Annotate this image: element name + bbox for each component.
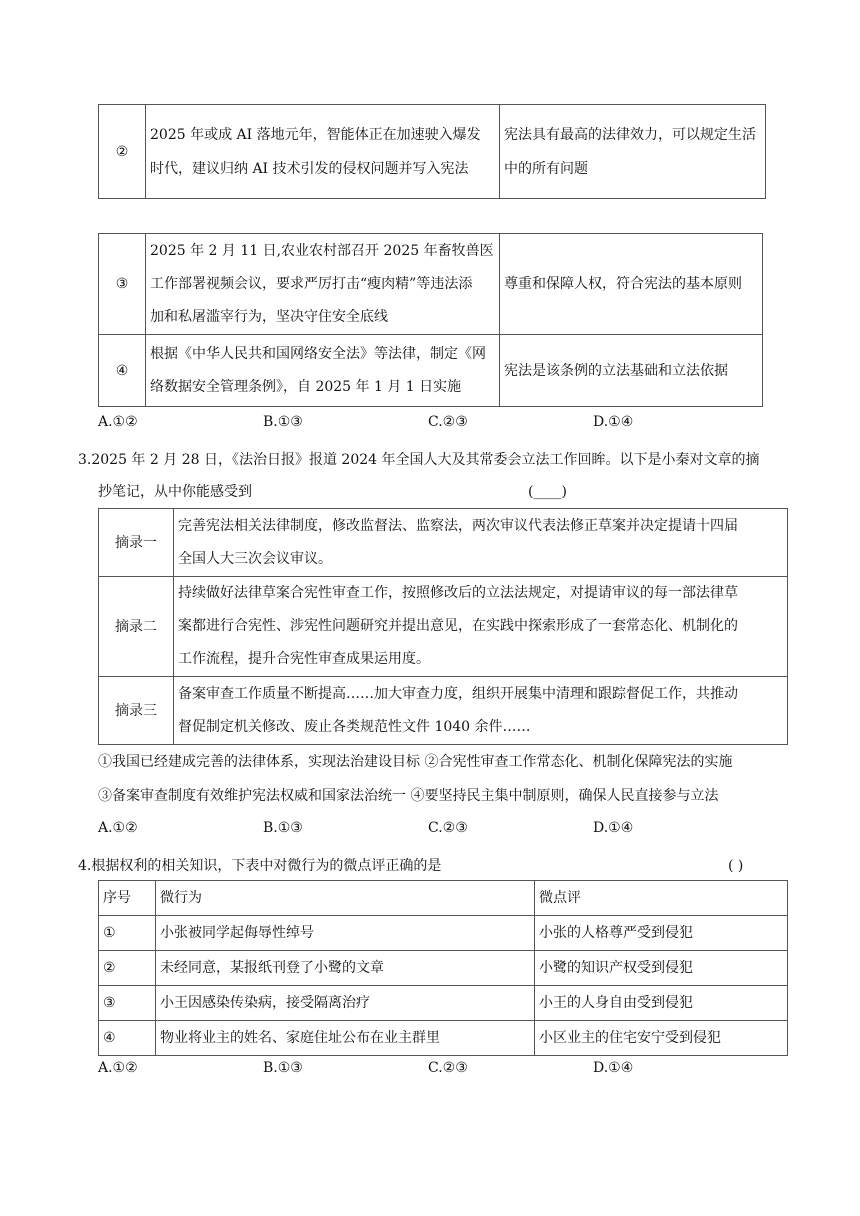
excerpt-label: 摘录二 bbox=[99, 577, 174, 677]
row-number: ② bbox=[99, 951, 156, 986]
q4-options bbox=[98, 1060, 633, 1076]
row-number: ④ bbox=[99, 1021, 156, 1056]
comment-cell bbox=[500, 105, 766, 199]
cell-line: 备案审查工作质量不断提高……加大审查力度，组织开展集中清理和跟踪督促工作，共推动 bbox=[178, 685, 738, 702]
header-cell: 微行为 bbox=[156, 881, 535, 916]
cell-line: 加和私屠滥宰行为，坚决守住安全底线 bbox=[150, 308, 388, 325]
comment-cell: 小张的人格尊严受到侵犯 bbox=[535, 916, 788, 951]
cell-line: 督促制定机关修改、废止各类规范性文件 1040 余件…… bbox=[178, 718, 531, 735]
row-number: ③ bbox=[99, 986, 156, 1021]
option-a[interactable]: A.①② bbox=[98, 1060, 138, 1076]
behavior-cell: 小张被同学起侮辱性绰号 bbox=[156, 916, 535, 951]
table-row bbox=[99, 677, 788, 745]
q2-options bbox=[98, 414, 633, 430]
cell-line: 时代，建议归纳 AI 技术引发的侵权问题并写入宪法 bbox=[150, 160, 469, 177]
q3-table bbox=[98, 508, 788, 745]
cell-line: 络数据安全管理条例》，自 2025 年 1 月 1 日实施 bbox=[150, 378, 462, 395]
table-row bbox=[99, 234, 763, 335]
table-header-row bbox=[99, 881, 788, 916]
table-row bbox=[99, 1021, 788, 1056]
table-row bbox=[99, 951, 788, 986]
excerpt-text bbox=[174, 509, 788, 577]
table-row bbox=[99, 335, 763, 407]
cell-line: 2025 年 2 月 11 日,农业农村部召开 2025 年畜牧兽医 bbox=[150, 242, 494, 259]
option-b[interactable]: B.①③ bbox=[263, 820, 303, 836]
comment-cell: 尊重和保障人权，符合宪法的基本原则 bbox=[500, 234, 763, 335]
cell-line: 2025 年或成 AI 落地元年，智能体正在加速驶入爆发 bbox=[150, 126, 481, 143]
option-d[interactable]: D.①④ bbox=[593, 414, 634, 430]
comment-cell: 小鹭的知识产权受到侵犯 bbox=[535, 951, 788, 986]
cell-line: 宪法具有最高的法律效力，可以规定生活 bbox=[504, 126, 756, 143]
table-row bbox=[99, 986, 788, 1021]
table-row bbox=[99, 577, 788, 677]
option-a[interactable]: A.①② bbox=[98, 414, 138, 430]
excerpt-text bbox=[174, 577, 788, 677]
q3-statements-2: ③备案审查制度有效维护宪法权威和国家法治统一 ④要坚持民主集中制原则，确保人民直接参与立法 bbox=[98, 788, 719, 804]
option-d[interactable]: D.①④ bbox=[593, 1060, 634, 1076]
q4-answer-bracket[interactable]: ( ) bbox=[728, 858, 744, 874]
cell-line: 全国人大三次会议审议。 bbox=[178, 550, 332, 567]
event-cell bbox=[146, 234, 500, 335]
behavior-cell: 物业将业主的姓名、家庭住址公布在业主群里 bbox=[156, 1021, 535, 1056]
option-b[interactable]: B.①③ bbox=[263, 1060, 303, 1076]
option-d[interactable]: D.①④ bbox=[593, 820, 634, 836]
excerpt-label: 摘录三 bbox=[99, 677, 174, 745]
cell-line: 中的所有问题 bbox=[504, 160, 588, 177]
event-cell bbox=[146, 335, 500, 407]
q3-stem-line2: 抄笔记，从中你能感受到 bbox=[98, 484, 252, 500]
behavior-cell: 小王因感染传染病，接受隔离治疗 bbox=[156, 986, 535, 1021]
header-cell: 序号 bbox=[99, 881, 156, 916]
cell-line: 完善宪法相关法律制度，修改监督法、监察法，两次审议代表法修正草案并决定提请十四届 bbox=[178, 517, 738, 534]
cell-line: 工作流程，提升合宪性审查成果运用度。 bbox=[178, 651, 430, 667]
table-row bbox=[99, 105, 766, 199]
row-number: ② bbox=[99, 105, 146, 199]
option-c[interactable]: C.②③ bbox=[428, 820, 468, 836]
row-number: ③ bbox=[99, 234, 146, 335]
comment-cell: 小王的人身自由受到侵犯 bbox=[535, 986, 788, 1021]
cell-line: 工作部署视频会议，要求严厉打击“瘦肉精”等违法添 bbox=[150, 275, 473, 292]
excerpt-text bbox=[174, 677, 788, 745]
comment-cell: 宪法是该条例的立法基础和立法依据 bbox=[500, 335, 763, 407]
option-b[interactable]: B.①③ bbox=[263, 414, 303, 430]
q3-statements-1: ①我国已经建成完善的法律体系，实现法治建设目标 ②合宪性审查工作常态化、机制化保障宪法的实施 bbox=[98, 754, 733, 770]
cell-line: 根据《中华人民共和国网络安全法》等法律，制定《网 bbox=[150, 345, 486, 362]
q3-stem-line1: 3.2025 年 2 月 28 日，《法治日报》报道 2024 年全国人大及其常委会立法工作回眸。以下是小秦对文章的摘 bbox=[78, 452, 760, 468]
q4-stem: 4.根据权利的相关知识，下表中对微行为的微点评正确的是 bbox=[78, 858, 442, 874]
row-number: ① bbox=[99, 916, 156, 951]
option-a[interactable]: A.①② bbox=[98, 820, 138, 836]
cell-line: 持续做好法律草案合宪性审查工作，按照修改后的立法法规定，对提请审议的每一部法律草 bbox=[178, 585, 738, 601]
q4-table bbox=[98, 880, 788, 1056]
option-c[interactable]: C.②③ bbox=[428, 414, 468, 430]
excerpt-label: 摘录一 bbox=[99, 509, 174, 577]
q3-answer-bracket[interactable]: (____) bbox=[528, 484, 567, 500]
table-2 bbox=[98, 233, 763, 407]
event-cell bbox=[146, 105, 500, 199]
table-row bbox=[99, 916, 788, 951]
table-row bbox=[99, 509, 788, 577]
row-number: ④ bbox=[99, 335, 146, 407]
q3-options bbox=[98, 820, 633, 836]
option-c[interactable]: C.②③ bbox=[428, 1060, 468, 1076]
cell-line: 案都进行合宪性、涉宪性问题研究并提出意见，在实践中探索形成了一套常态化、机制化的 bbox=[178, 618, 738, 634]
comment-cell: 小区业主的住宅安宁受到侵犯 bbox=[535, 1021, 788, 1056]
behavior-cell: 未经同意，某报纸刊登了小鹭的文章 bbox=[156, 951, 535, 986]
header-cell: 微点评 bbox=[535, 881, 788, 916]
table-1 bbox=[98, 104, 766, 199]
